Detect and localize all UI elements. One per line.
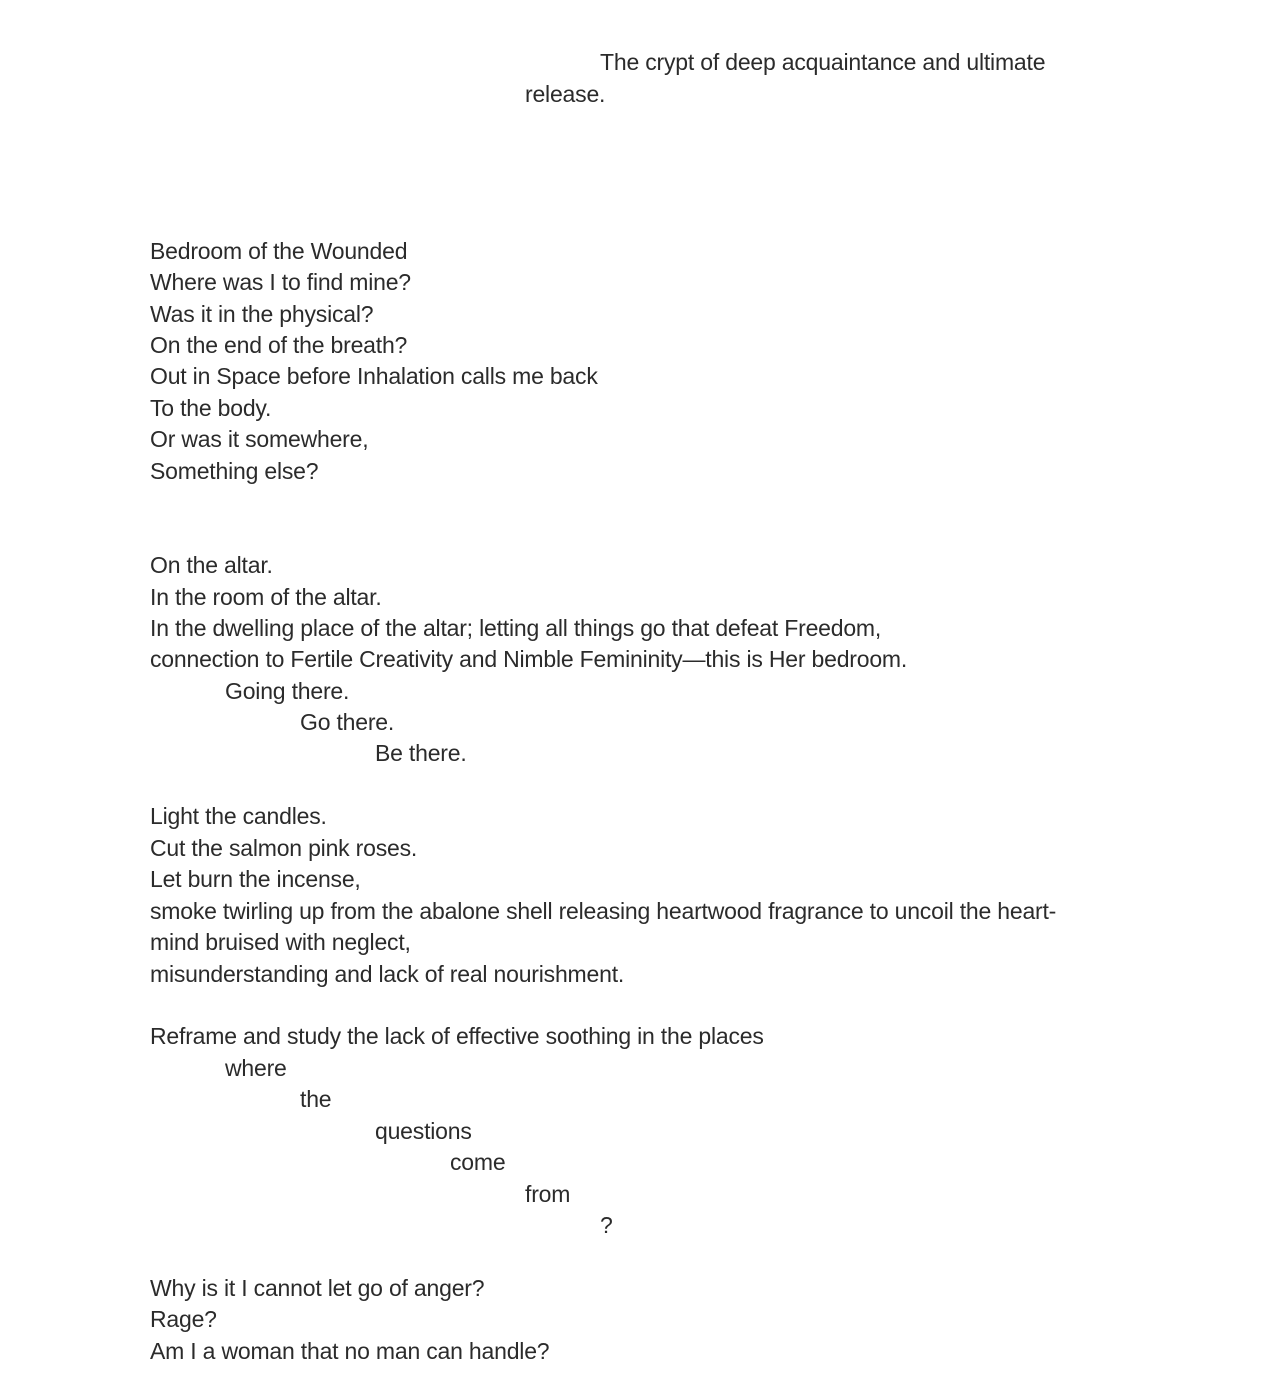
poem-line: smoke twirling up from the abalone shell releasing heartwood fragrance to uncoil the heart-	[150, 898, 1057, 924]
poem-line: Why is it I cannot let go of anger?	[150, 1275, 485, 1301]
poem-line: Go there.	[300, 709, 395, 735]
poem-line: Be there.	[375, 740, 467, 766]
poem-line: Or was it somewhere,	[150, 426, 369, 452]
poem-line: Cut the salmon pink roses.	[150, 835, 418, 861]
poem-line: On the altar.	[150, 552, 273, 578]
poem-line: questions	[375, 1118, 472, 1144]
poem-line: come	[450, 1149, 506, 1175]
poem-line: from	[525, 1181, 571, 1207]
poem-line: ?	[600, 1212, 613, 1238]
poem-line: Was it in the physical?	[150, 301, 374, 327]
poem-line: On the end of the breath?	[150, 332, 408, 358]
poem-line: Am I a woman that no man can handle?	[150, 1338, 550, 1364]
poem-line: Light the candles.	[150, 803, 327, 829]
poem-line: In the room of the altar.	[150, 584, 382, 610]
poem-line: Going there.	[225, 678, 350, 704]
poem-line: The crypt of deep acquaintance and ultimate	[600, 49, 1046, 75]
poem-line: mind bruised with neglect,	[150, 929, 411, 955]
poem-line: release.	[525, 81, 606, 107]
poem-line: where	[225, 1055, 287, 1081]
poem-line: To the body.	[150, 395, 272, 421]
poem-line: Something else?	[150, 458, 319, 484]
poem-line: Let burn the incense,	[150, 866, 361, 892]
poem-line: In the dwelling place of the altar; letting all things go that defeat Freedom,	[150, 615, 882, 641]
poem-line: Rage?	[150, 1306, 217, 1332]
poem-line: the	[300, 1086, 332, 1112]
poem-line: Out in Space before Inhalation calls me back	[150, 363, 598, 389]
poem-line: misunderstanding and lack of real nourishment.	[150, 961, 625, 987]
poem-line: connection to Fertile Creativity and Nimble Femininity—this is Her bedroom.	[150, 646, 908, 672]
poem-line: Bedroom of the Wounded	[150, 238, 408, 264]
poem-line: Where was I to find mine?	[150, 269, 411, 295]
poem-line: Reframe and study the lack of effective soothing in the places	[150, 1023, 764, 1049]
